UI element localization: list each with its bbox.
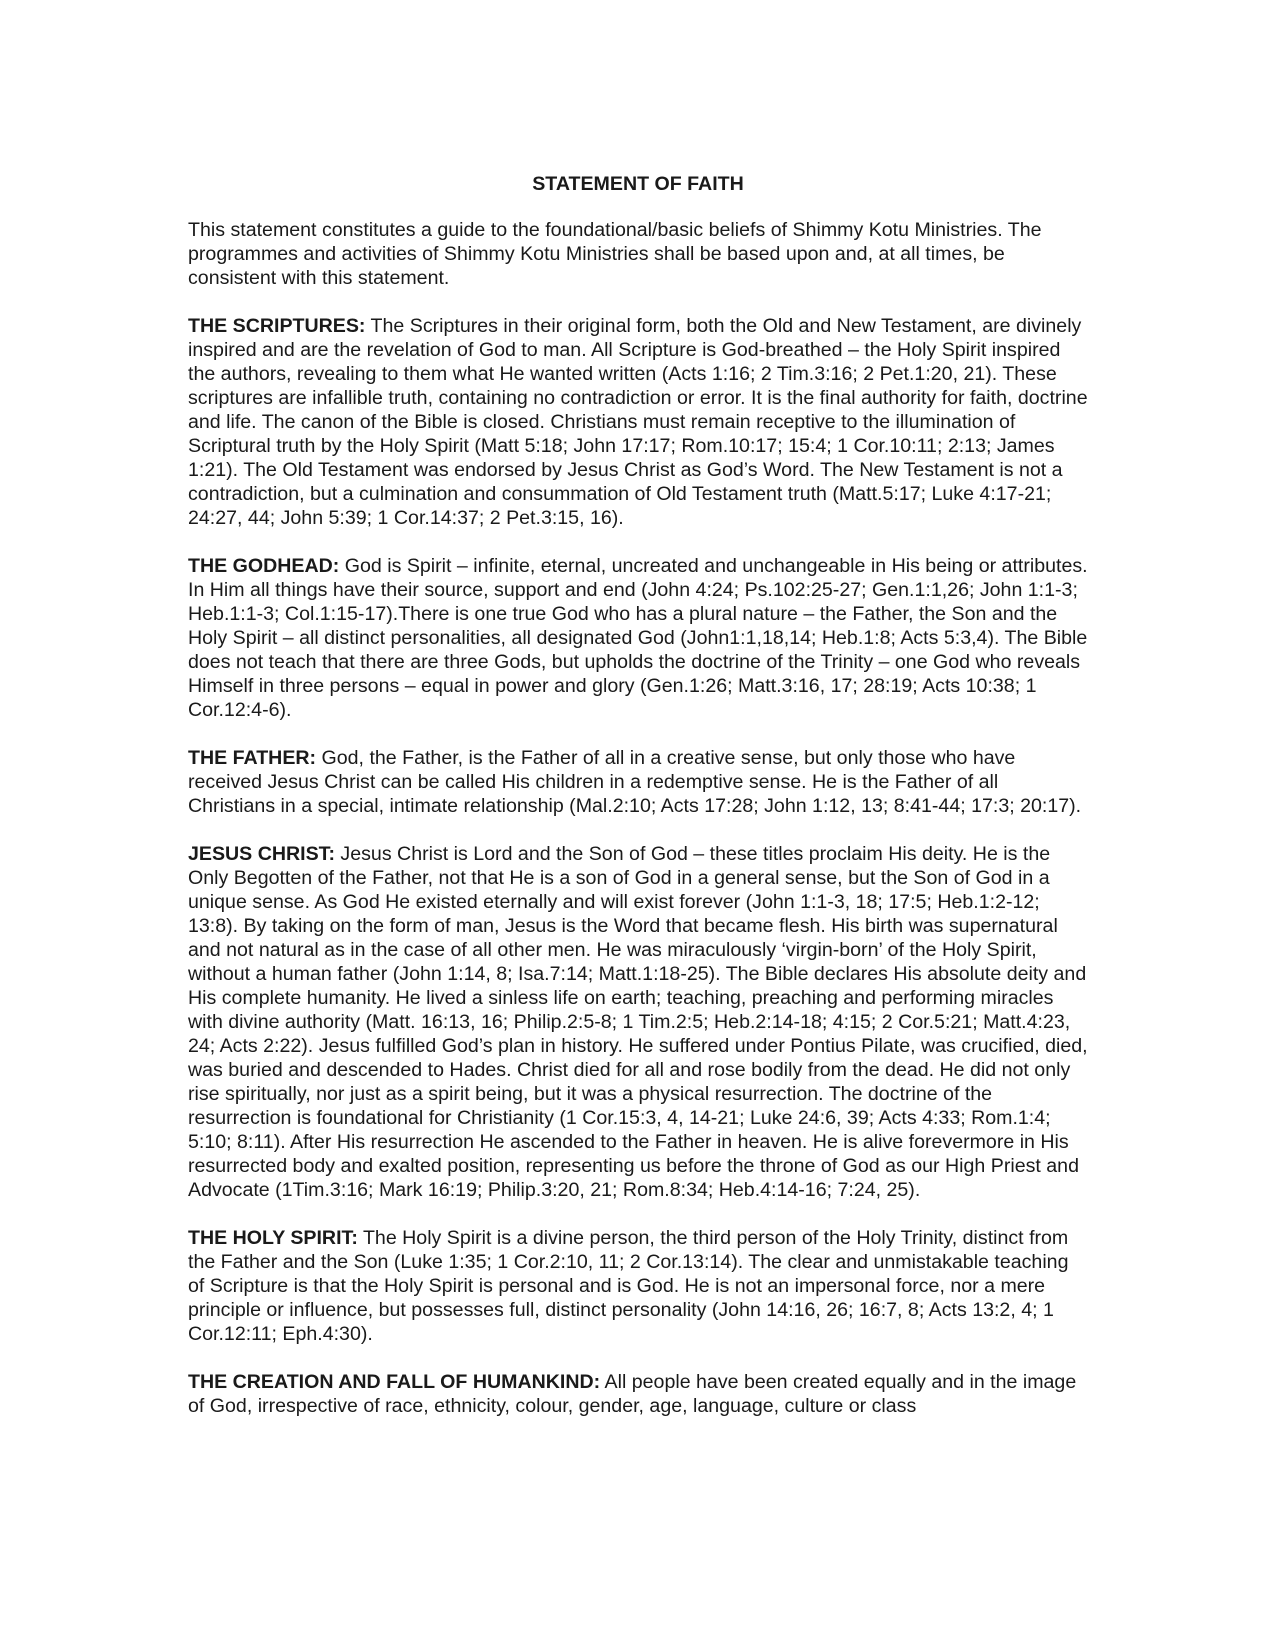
section-body: God is Spirit – infinite, eternal, uncreated and unchangeable in His being or attributes. In Him all things have their source, support and end (John 4:24; Ps.102:25-27; Gen.1:1,26; John 1:1-3; Heb.1:1-3; Col.1:15-17).There is one true God who has a plural nature – the Father, the Son and the Holy Spirit – all distinct personalities, all designated God (John1:1,18,14; Heb.1:8; Acts 5:3,4). The Bible does not teach that there are three Gods, but upholds the doctrine of the Trinity – one God who reveals Himself in three persons – equal in power and glory (Gen.1:26; Matt.3:16, 17; 28:19; Acts 10:38; 1 Cor.12:4-6). — [188, 555, 1088, 721]
section-holy-spirit — [188, 1226, 1088, 1346]
section-body: Jesus Christ is Lord and the Son of God – these titles proclaim His deity. He is the Only Begotten of the Father, not that He is a son of God in a general sense, but the Son of God in a unique sense. As God He existed eternally and will exist forever (John 1:1-3, 18; 17:5; Heb.1:2-12; 13:8). By taking on the form of man, Jesus is the Word that became flesh. His birth was supernatural and not natural as in the case of all other men. He was miraculously ‘virgin-born’ of the Holy Spirit, without a human father (John 1:14, 8; Isa.7:14; Matt.1:18-25). The Bible declares His absolute deity and His complete humanity. He lived a sinless life on earth; teaching, preaching and performing miracles with divine authority (Matt. 16:13, 16; Philip.2:5-8; 1 Tim.2:5; Heb.2:14-18; 4:15; 2 Cor.5:21; Matt.4:23, 24; Acts 2:22). Jesus fulfilled God’s plan in history. He suffered under Pontius Pilate, was crucified, died, was buried and descended to Hades. Christ died for all and rose bodily from the dead. He did not only rise spiritually, nor just as a spirit being, but it was a physical resurrection. The doctrine of the resurrection is foundational for Christianity (1 Cor.15:3, 4, 14-21; Luke 24:6, 39; Acts 4:33; Rom.1:4; 5:10; 8:11). After His resurrection He ascended to the Father in heaven. He is alive forevermore in His resurrected body and exalted position, representing us before the throne of God as our High Priest and Advocate (1Tim.3:16; Mark 16:19; Philip.3:20, 21; Rom.8:34; Heb.4:14-16; 7:24, 25). — [188, 843, 1088, 1201]
section-heading: THE HOLY SPIRIT: — [188, 1227, 358, 1249]
section-body: All people have been created equally and in the image of God, irrespective of race, ethnicity, colour, gender, age, language, culture or class — [188, 1371, 1077, 1417]
section-body: God, the Father, is the Father of all in a creative sense, but only those who have received Jesus Christ can be called His children in a redemptive sense. He is the Father of all Christians in a special, intimate relationship (Mal.2:10; Acts 17:28; John 1:12, 13; 8:41-44; 17:3; 20:17). — [188, 747, 1082, 817]
section-heading: THE FATHER: — [188, 747, 317, 769]
section-body: The Scriptures in their original form, both the Old and New Testament, are divinely inspired and are the revelation of God to man. All Scripture is God-breathed – the Holy Spirit inspired the authors, revealing to them what He wanted written (Acts 1:16; 2 Tim.3:16; 2 Pet.1:20, 21). These scriptures are infallible truth, containing no contradiction or error. It is the final authority for faith, doctrine and life. The canon of the Bible is closed. Christians must remain receptive to the illumination of Scriptural truth by the Holy Spirit (Matt 5:18; John 17:17; Rom.10:17; 15:4; 1 Cor.10:11; 2:13; James 1:21). The Old Testament was endorsed by Jesus Christ as God’s Word. The New Testament is not a contradiction, but a culmination and consummation of Old Testament truth (Matt.5:17; Luke 4:17-21; 24:27, 44; John 5:39; 1 Cor.14:37; 2 Pet.3:15, 16). — [188, 315, 1088, 529]
document-page — [188, 172, 1088, 1442]
section-heading: THE CREATION AND FALL OF HUMANKIND: — [188, 1371, 601, 1393]
section-father — [188, 746, 1088, 818]
document-title: STATEMENT OF FAITH — [532, 173, 744, 195]
section-godhead — [188, 554, 1088, 722]
section-heading: THE SCRIPTURES: — [188, 315, 366, 337]
section-jesus-christ — [188, 842, 1088, 1202]
section-scriptures — [188, 314, 1088, 530]
intro-paragraph: This statement constitutes a guide to the foundational/basic beliefs of Shimmy Kotu Ministries. The programmes and activities of Shimmy Kotu Ministries shall be based upon and, at all times, be consistent with this statement. — [188, 219, 1042, 289]
section-creation-and-fall — [188, 1370, 1088, 1418]
section-heading: JESUS CHRIST: — [188, 843, 335, 865]
section-body: The Holy Spirit is a divine person, the third person of the Holy Trinity, distinct from the Father and the Son (Luke 1:35; 1 Cor.2:10, 11; 2 Cor.13:14). The clear and unmistakable teaching of Scripture is that the Holy Spirit is personal and is God. He is not an impersonal force, nor a mere principle or influence, but possesses full, distinct personality (John 14:16, 26; 16:7, 8; Acts 13:2, 4; 1 Cor.12:11; Eph.4:30). — [188, 1227, 1069, 1345]
section-heading: THE GODHEAD: — [188, 555, 340, 577]
